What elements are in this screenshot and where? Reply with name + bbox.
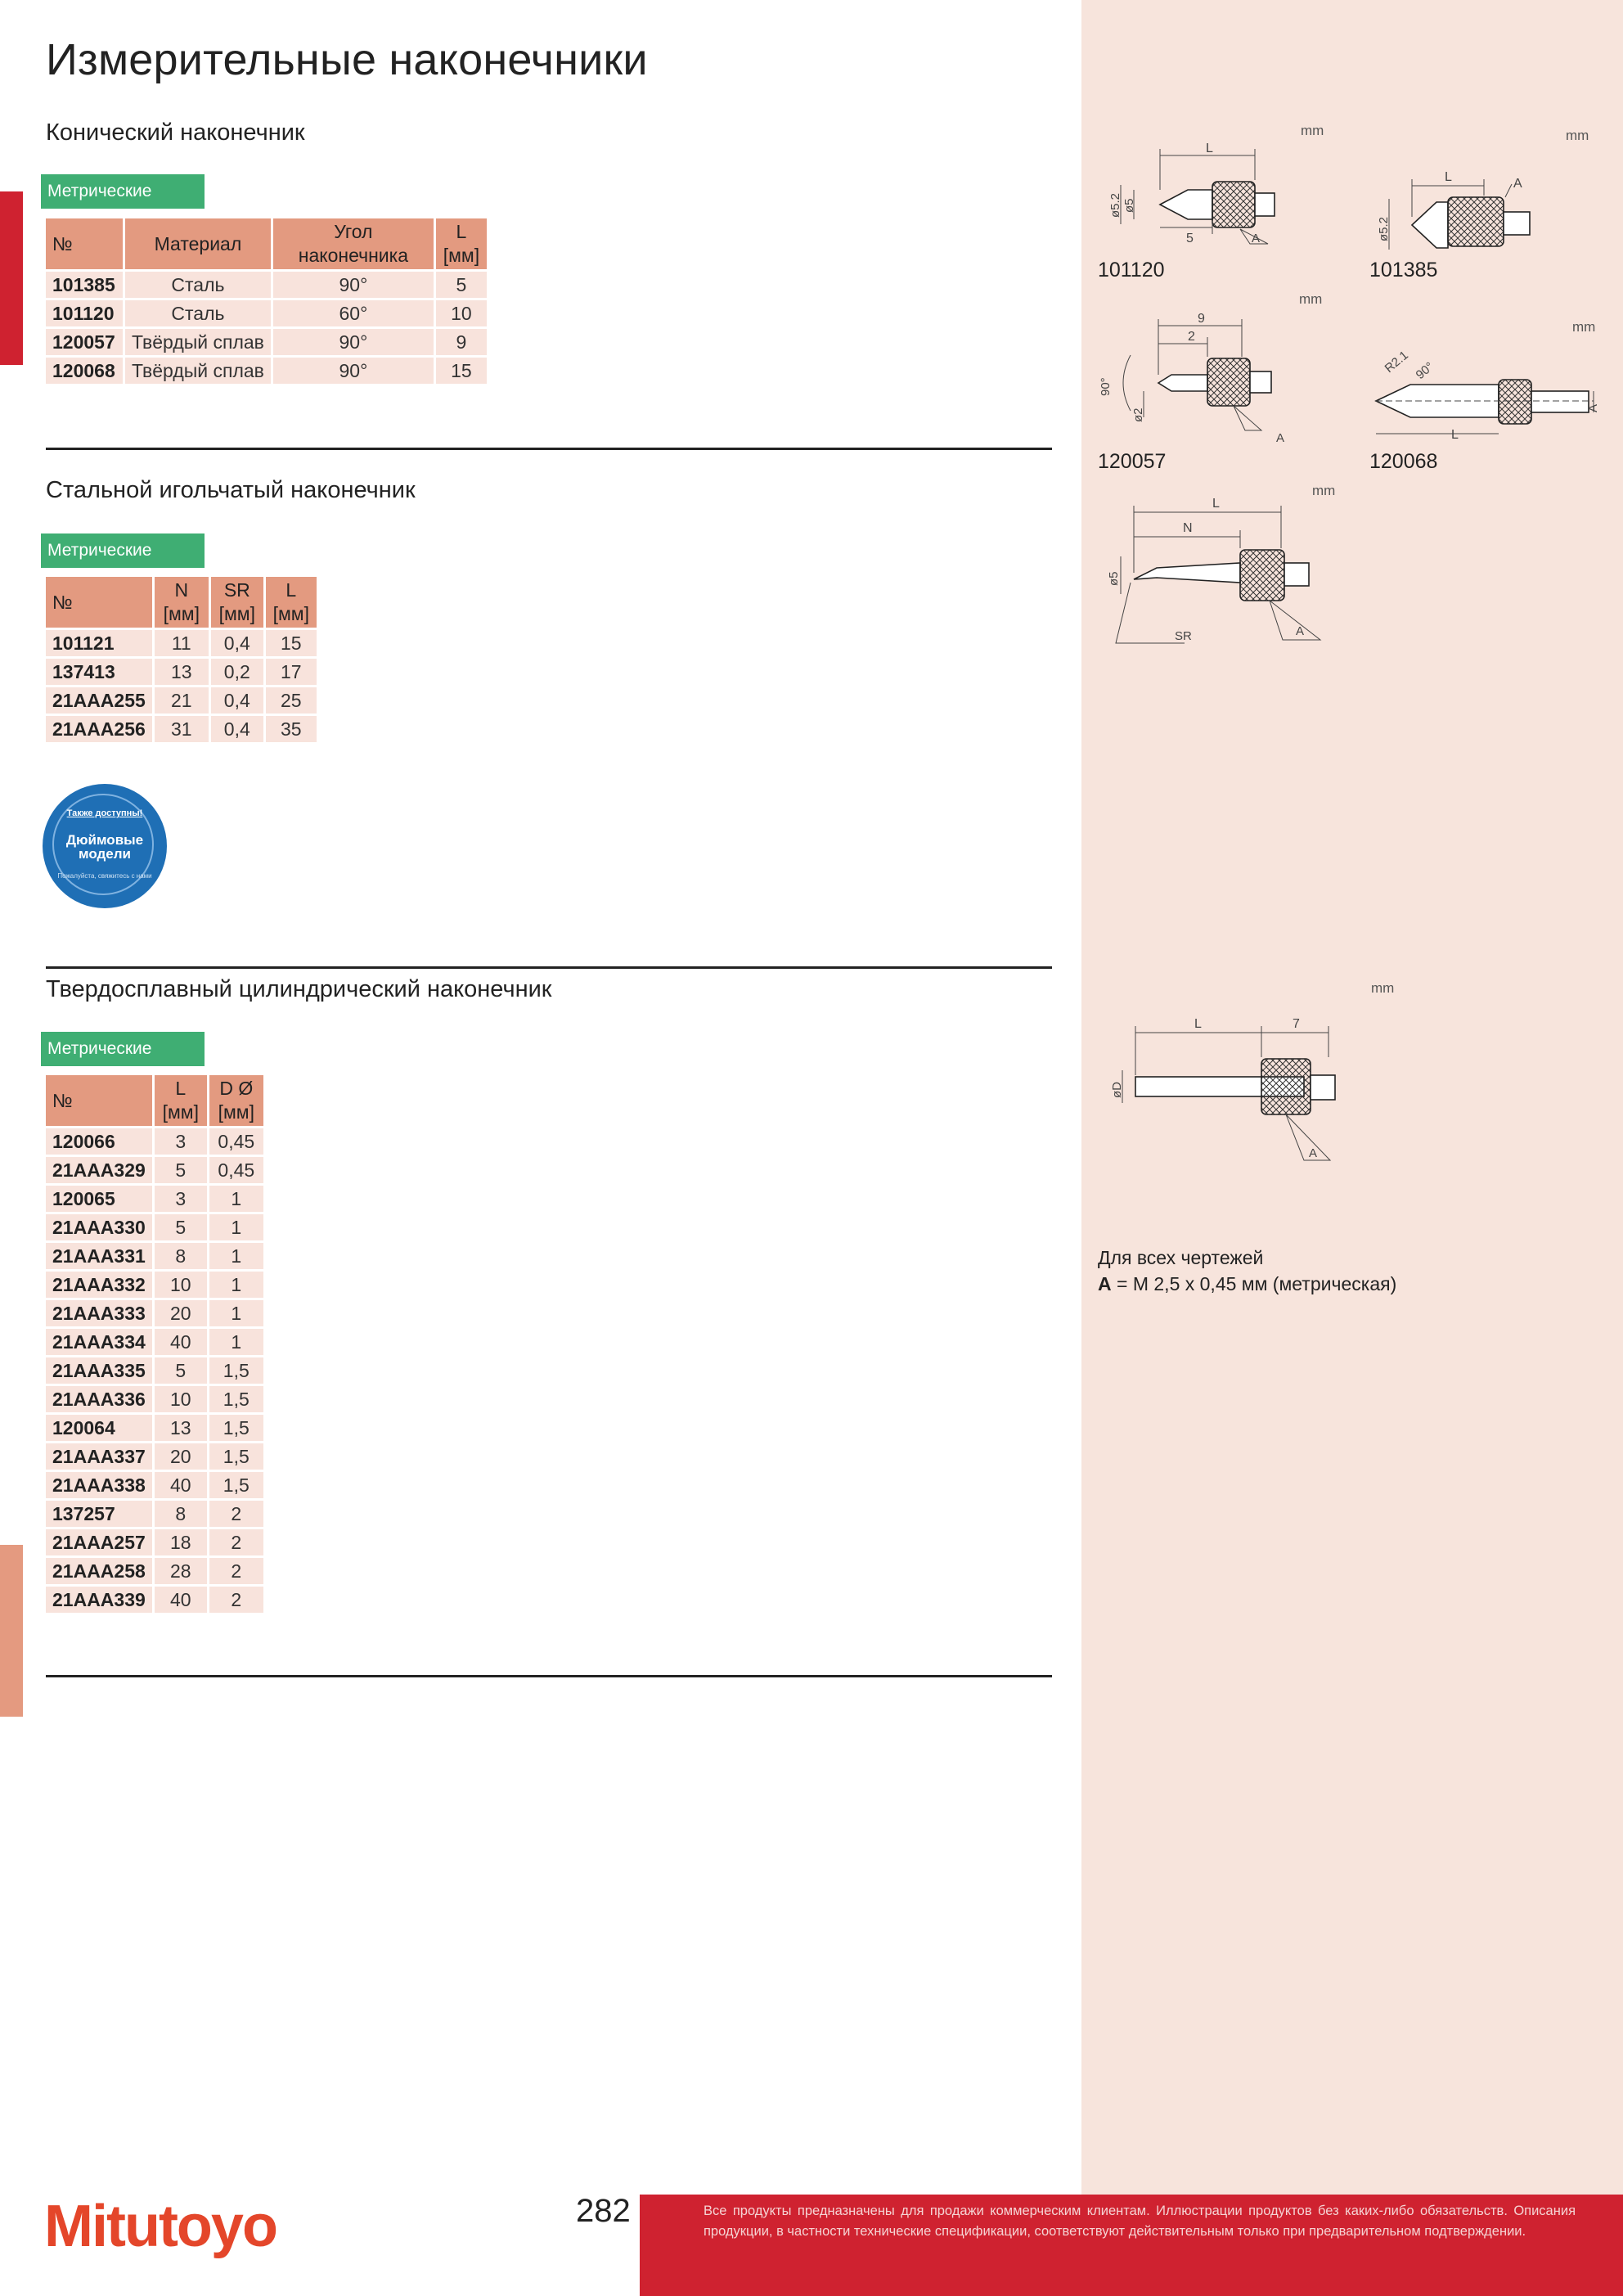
item-number-cell: 21AAA338	[46, 1472, 152, 1498]
drawing-label-120068: 120068	[1369, 450, 1438, 473]
table-cell: 8	[155, 1243, 207, 1269]
dim-angle: 90°	[1099, 377, 1113, 396]
table-row	[46, 272, 487, 298]
table-cell: Сталь	[125, 300, 271, 326]
item-number-cell: 21AAA257	[46, 1529, 152, 1555]
table-cell: 1,5	[209, 1472, 263, 1498]
table-row	[46, 1214, 263, 1240]
table-row	[46, 1243, 263, 1269]
needle-tips-table	[43, 574, 319, 745]
table-cell: 40	[155, 1472, 207, 1498]
table-cell: 2	[209, 1558, 263, 1584]
table-cell: 1,5	[209, 1443, 263, 1470]
item-number-cell: 101121	[46, 630, 152, 656]
table-row	[46, 1329, 263, 1355]
table-cell: 0,2	[211, 659, 263, 685]
table-cell: 11	[155, 630, 209, 656]
unit-label: mm	[1299, 291, 1323, 307]
table-cell: 1	[209, 1272, 263, 1298]
table-cell: 40	[155, 1587, 207, 1613]
drawing-needle	[1093, 491, 1338, 655]
item-number-cell: 120066	[46, 1128, 152, 1155]
table-cell: 9	[436, 329, 487, 355]
table-cell: 1	[209, 1300, 263, 1326]
dim-angle: 90°	[1413, 359, 1436, 383]
unit-label: mm	[1572, 319, 1596, 335]
table-row	[46, 1415, 263, 1441]
dim-SR: SR	[1175, 629, 1192, 643]
table-row	[46, 329, 487, 355]
table-row	[46, 1272, 263, 1298]
footer-disclaimer: Все продукты предназначены для продажи коммерческим клиентам. Иллюстрации продуктов без каких-либо обязательств. Описания продукции, в частности технические спецификации, соответствуют действительным только при предварительном подтверждении.	[704, 2204, 1576, 2239]
unit-label: mm	[1371, 980, 1395, 996]
table-cell: 2	[209, 1529, 263, 1555]
table-cell: 1	[209, 1186, 263, 1212]
item-number-cell: 21AAA339	[46, 1587, 152, 1613]
drawing-120057	[1093, 311, 1314, 450]
dim-L: L	[1451, 428, 1459, 442]
table-header: SR [мм]	[211, 577, 263, 628]
table-row	[46, 1386, 263, 1412]
table-cell: 1	[209, 1243, 263, 1269]
note-line2	[1098, 1273, 1396, 1295]
table-cell: 10	[155, 1386, 207, 1412]
drawing-label-101385: 101385	[1369, 259, 1438, 281]
drawing-101120	[1096, 139, 1325, 254]
dim-d1: ø5.2	[1108, 192, 1122, 218]
table-cell: Сталь	[125, 272, 271, 298]
table-cell: 15	[436, 358, 487, 384]
table-cell: 25	[266, 687, 317, 714]
dim-radius: R2.1	[1382, 348, 1411, 376]
dim-L: L	[1194, 1017, 1202, 1031]
metric-tag-needle: Метрические	[41, 533, 205, 568]
metric-tag-conical: Метрические	[41, 174, 205, 209]
table-row	[46, 1357, 263, 1384]
drawing-label-101120: 101120	[1098, 259, 1165, 281]
table-cell: 18	[155, 1529, 207, 1555]
item-number-cell: 21AAA329	[46, 1157, 152, 1183]
item-number-cell: 21AAA334	[46, 1329, 152, 1355]
table-cell: 90°	[273, 272, 434, 298]
table-row	[46, 1300, 263, 1326]
item-number-cell: 120057	[46, 329, 123, 355]
item-number-cell: 137413	[46, 659, 152, 685]
page-number: 282	[576, 2193, 631, 2229]
metric-tag-cylindrical: Метрические	[41, 1032, 205, 1066]
table-cell: 0,4	[211, 687, 263, 714]
table-cell: 3	[155, 1128, 207, 1155]
table-cell: 90°	[273, 358, 434, 384]
unit-label: mm	[1301, 123, 1324, 138]
unit-label: mm	[1566, 128, 1589, 143]
table-row	[46, 1529, 263, 1555]
dim-9: 9	[1198, 312, 1205, 326]
table-row	[46, 1443, 263, 1470]
table-cell: 20	[155, 1443, 207, 1470]
table-header: L [мм]	[155, 1075, 207, 1126]
note-thread-spec: = M 2,5 x 0,45 мм (метрическая)	[1111, 1273, 1397, 1294]
table-cell: 20	[155, 1300, 207, 1326]
table-row	[46, 1157, 263, 1183]
table-row	[46, 687, 317, 714]
table-cell: 2	[209, 1587, 263, 1613]
thread-A: A	[1513, 177, 1522, 191]
table-header: Угол наконечника	[273, 218, 434, 269]
item-number-cell: 120064	[46, 1415, 152, 1441]
item-number-cell: 21AAA331	[46, 1243, 152, 1269]
dim-7: 7	[1293, 1017, 1300, 1031]
table-cell: 8	[155, 1501, 207, 1527]
table-row	[46, 630, 317, 656]
table-row	[46, 1558, 263, 1584]
dim-N: N	[1183, 521, 1193, 535]
thread-A: A	[1276, 431, 1285, 445]
badge-main-text	[46, 833, 164, 861]
dim-L: L	[1212, 497, 1220, 511]
drawing-cylindrical	[1093, 1005, 1404, 1168]
table-cell: 10	[155, 1272, 207, 1298]
item-number-cell: 21AAA336	[46, 1386, 152, 1412]
item-number-cell: 21AAA335	[46, 1357, 152, 1384]
section-title-needle: Стальной игольчатый наконечник	[46, 477, 416, 503]
table-header: L [мм]	[436, 218, 487, 269]
table-cell: 60°	[273, 300, 434, 326]
mitutoyo-logo: Mitutoyo	[44, 2194, 276, 2259]
dim-d5: ø5	[1107, 571, 1121, 586]
table-cell: 17	[266, 659, 317, 685]
table-row	[46, 716, 317, 742]
item-number-cell: 21AAA330	[46, 1214, 152, 1240]
dim-d2: ø5	[1122, 198, 1136, 213]
item-number-cell: 21AAA255	[46, 687, 152, 714]
table-cell: Твёрдый сплав	[125, 329, 271, 355]
table-row	[46, 1186, 263, 1212]
section-title-cylindrical: Твердосплавный цилиндрический наконечник	[46, 976, 552, 1002]
table-row	[46, 1501, 263, 1527]
thread-A: A	[1296, 624, 1305, 638]
table-cell: 3	[155, 1186, 207, 1212]
item-number-cell: 137257	[46, 1501, 152, 1527]
table-row	[46, 659, 317, 685]
table-cell: 13	[155, 659, 209, 685]
table-cell: 1,5	[209, 1415, 263, 1441]
conical-tips-table	[43, 216, 489, 386]
table-row	[46, 1128, 263, 1155]
table-cell: 13	[155, 1415, 207, 1441]
table-cell: 21	[155, 687, 209, 714]
table-header: Материал	[125, 218, 271, 269]
section-divider	[46, 1675, 1052, 1677]
cylindrical-tips-table	[43, 1073, 266, 1615]
table-header: №	[46, 1075, 152, 1126]
item-number-cell: 120065	[46, 1186, 152, 1212]
table-cell: 5	[155, 1157, 207, 1183]
chapter-tab-red	[0, 191, 23, 365]
table-cell: 0,4	[211, 630, 263, 656]
badge-bottom-text: Пожалуйста, свяжитесь с нами	[57, 872, 152, 880]
table-header: D Ø [мм]	[209, 1075, 263, 1126]
table-cell: 0,45	[209, 1157, 263, 1183]
thread-A: A	[1252, 232, 1261, 245]
dim-L: L	[1445, 170, 1452, 184]
item-number-cell: 21AAA256	[46, 716, 152, 742]
badge-line2: модели	[78, 846, 131, 862]
note-line1: Для всех чертежей	[1098, 1247, 1264, 1268]
dim-2: 2	[1188, 330, 1195, 344]
table-header: N [мм]	[155, 577, 209, 628]
item-number-cell: 101120	[46, 300, 123, 326]
table-header: №	[46, 577, 152, 628]
table-cell: 31	[155, 716, 209, 742]
table-cell: 1,5	[209, 1357, 263, 1384]
table-cell: 5	[436, 272, 487, 298]
item-number-cell: 101385	[46, 272, 123, 298]
table-cell: 1,5	[209, 1386, 263, 1412]
inch-models-badge	[46, 787, 164, 905]
drawing-label-120057: 120057	[1098, 450, 1167, 473]
badge-top-text: Также доступны!	[66, 808, 143, 818]
table-row	[46, 1472, 263, 1498]
chapter-tab-salmon	[0, 1545, 23, 1717]
drawing-120068	[1364, 344, 1602, 450]
page-title: Измерительные наконечники	[46, 35, 648, 84]
table-cell: 40	[155, 1329, 207, 1355]
unit-label: mm	[1312, 483, 1336, 498]
table-cell: 0,4	[211, 716, 263, 742]
thread-A: A	[1309, 1146, 1318, 1160]
table-cell: 15	[266, 630, 317, 656]
table-cell: 5	[155, 1214, 207, 1240]
item-number-cell: 21AAA332	[46, 1272, 152, 1298]
table-row	[46, 358, 487, 384]
table-cell: 2	[209, 1501, 263, 1527]
table-header: L [мм]	[266, 577, 317, 628]
note-thread-symbol: A	[1098, 1273, 1112, 1294]
table-cell: 0,45	[209, 1128, 263, 1155]
item-number-cell: 21AAA258	[46, 1558, 152, 1584]
badge-line1: Дюймовые	[65, 832, 144, 848]
dim-L: L	[1206, 142, 1213, 155]
table-cell: 1	[209, 1329, 263, 1355]
item-number-cell: 120068	[46, 358, 123, 384]
table-cell: 35	[266, 716, 317, 742]
section-title-conical: Конический наконечник	[46, 119, 305, 146]
table-cell: 28	[155, 1558, 207, 1584]
section-divider	[46, 966, 1052, 969]
table-cell: 5	[155, 1357, 207, 1384]
drawing-101385	[1366, 160, 1554, 258]
table-header: №	[46, 218, 123, 269]
dim-d2: ø2	[1131, 407, 1145, 422]
table-cell: 10	[436, 300, 487, 326]
item-number-cell: 21AAA337	[46, 1443, 152, 1470]
section-divider	[46, 448, 1052, 450]
dim-5: 5	[1186, 232, 1194, 245]
table-row	[46, 300, 487, 326]
dim-d1: ø5.2	[1377, 216, 1391, 241]
table-cell: 1	[209, 1214, 263, 1240]
dim-D: øD	[1110, 1082, 1124, 1098]
item-number-cell: 21AAA333	[46, 1300, 152, 1326]
table-cell: 90°	[273, 329, 434, 355]
table-cell: Твёрдый сплав	[125, 358, 271, 384]
table-row	[46, 1587, 263, 1613]
thread-A: A	[1586, 403, 1600, 412]
